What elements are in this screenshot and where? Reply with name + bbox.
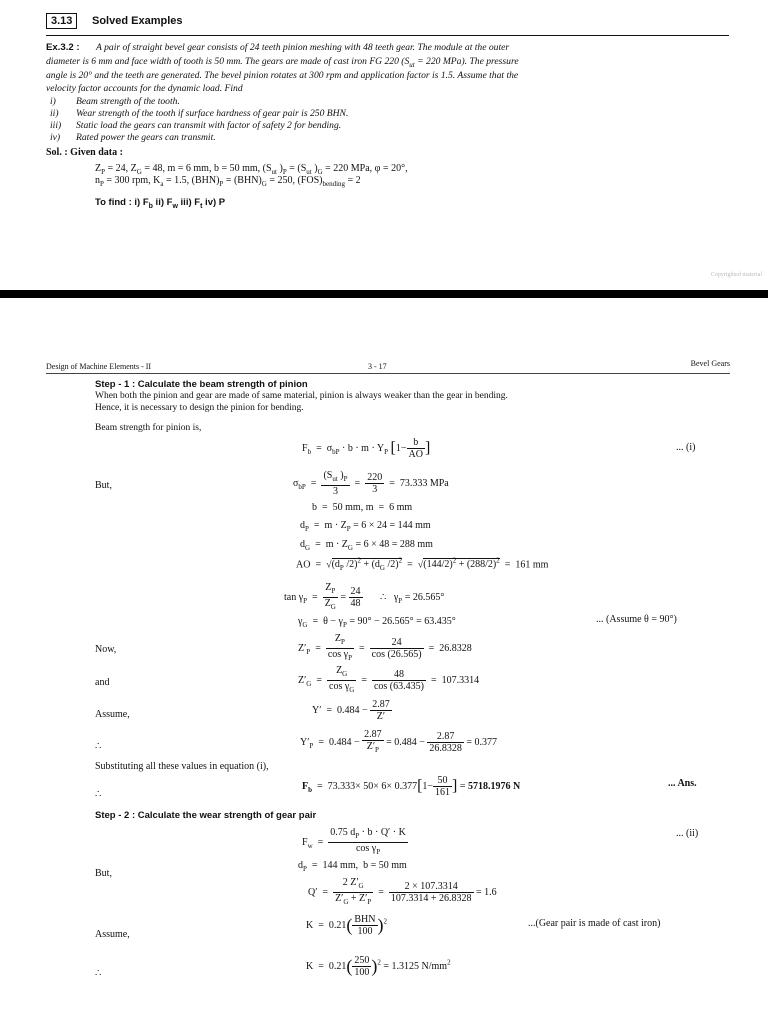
equation-dg: $d_G = m \cdot Z_G = 6 \times 48 = 288$ mm <box>300 539 433 552</box>
task-list <box>50 96 348 144</box>
step-1-paragraph: Hence, it is necessary to design the pinion for bending. <box>95 403 304 413</box>
problem-line-3: angle is 20° and the teeth are generated. The bevel pinion rotates at 300 rpm and application factor is 1.5. Assume that the <box>46 70 519 81</box>
equation-dp-b: $d_P = 144$ mm, b = 50 mm <box>298 860 407 873</box>
page-fragment-top <box>0 0 768 290</box>
equation-number: ... (ii) <box>676 828 699 839</box>
section-heading <box>46 13 729 36</box>
equation-wear-strength: $F_w$ = $\frac{0.75 d_P \cdot b \cdot Q' \cdot K}{\cos \gamma_P}$ <box>302 827 406 856</box>
page-header <box>46 361 730 374</box>
example-label: Ex.3.2 : <box>46 42 80 53</box>
header-page-number: 3 - 17 <box>368 362 387 371</box>
section-title: Solved Examples <box>92 15 183 27</box>
equation-k-formula: K = 0.21( $\frac{\text{BHN}}{100}$ )$^2$ <box>306 914 387 937</box>
equation-tan-gamma: $\tan \gamma_P$ = $\frac{Z_P}{Z_G}$ = $\frac{24}{48}$ ∴ $\gamma_P = 26.565^\circ$ <box>284 582 445 611</box>
note-cast-iron: ...(Gear pair is made of cast iron) <box>528 918 661 929</box>
to-find-line: To find : i) $F_b$ ii) $F_w$ iii) $F_t$ iv) P <box>95 197 226 210</box>
page-separator <box>0 290 768 298</box>
equation-gamma-g: $\gamma_G = \theta - \gamma_P = 90^\circ - 26.565^\circ = 63.435^\circ$ <box>298 616 456 629</box>
note-assume-theta: ... (Assume θ = 90°) <box>596 614 677 625</box>
step-1-paragraph: Beam strength for pinion is, <box>95 423 202 433</box>
section-number: 3.13 <box>46 13 77 29</box>
equation-number: ... (i) <box>676 442 696 453</box>
equation-beam-strength: $F_b = \sigma_{bP} \cdot b \cdot m \cdot Y_P$ [1− $\frac{b}{AO}$ ] <box>302 437 431 460</box>
header-chapter: Bevel Gears <box>690 359 730 368</box>
equation-lewis-y: Y′ = 0.484 − $\frac{2.87}{Z'}$ <box>312 699 390 722</box>
task-item: iii) Static load the gears can transmit with factor of safety 2 for bending. <box>50 120 342 131</box>
task-item: ii) Wear strength of the tooth if surface hardness of gear pair is 250 BHN. <box>50 108 349 119</box>
step-1-paragraph: When both the pinion and gear are made of same material, pinion is always weaker than the gear in bending. <box>95 391 508 401</box>
therefore-symbol: ∴ <box>95 789 102 800</box>
task-item: i) Beam strength of the tooth. <box>50 96 180 107</box>
label-assume: Assume, <box>95 929 130 940</box>
copyright-watermark: Copyrighted material <box>710 272 762 278</box>
step-1-title: Step - 1 : Calculate the beam strength of pinion <box>95 379 308 390</box>
problem-line-1: Ex.3.2 : A pair of straight bevel gear consists of 24 teeth pinion meshing with 48 teeth gear. The module at the outer <box>46 42 510 53</box>
equation-sigma-bp: $\sigma_{bP}$ = $\frac{(S_{ut} )_P}{3}$ = $\frac{220}{3}$ = 73.333 MPa <box>293 470 449 497</box>
equation-q-ratio: Q′ = $\frac{2 Z'_G}{Z'_G + Z'_P}$ = $\frac{2 \times 107.3314}{107.3314 + 26.8328}$ = 1.6 <box>308 877 497 906</box>
given-data-line-1: $Z_P = 24$, $Z_G = 48$, m = 6 mm, b = 50 mm, ($S_{ut}$ )$_P = (S_{ut}$ )$_G = 220$ MPa, φ = 20°, <box>95 163 408 176</box>
step-2-title: Step - 2 : Calculate the wear strength of gear pair <box>95 810 317 821</box>
solution-label: Sol. : Given data : <box>46 147 123 158</box>
equation-b-m: b = 50 mm, m = 6 mm <box>312 502 413 513</box>
label-assume: Assume, <box>95 709 130 720</box>
label-but: But, <box>95 868 112 879</box>
therefore-symbol: ∴ <box>95 741 102 752</box>
label-but: But, <box>95 480 112 491</box>
substituting-text: Substituting all these values in equation (i), <box>95 761 269 772</box>
answer-marker: ... Ans. <box>668 778 697 789</box>
equation-ao: AO = $√(d_P$ $/2)^2 + (d_G$ $/2)^2 = √(144/2)^2 + (288/2)^2 = 161$ mm <box>296 557 549 573</box>
problem-line-4: velocity factor accounts for the dynamic load. Find <box>46 83 243 94</box>
equation-zp-virtual: $Z'_P$ = $\frac{Z_P}{\cos \gamma_P}$ = $\frac{24}{\cos (26.565)}$ = 26.8328 <box>298 633 472 662</box>
given-data-line-2: $n_P = 300$ rpm, $K_a = 1.5$, $(BHN)_P = (BHN)_G = 250$, $(FOS)_{bending} = 2$ <box>95 175 361 188</box>
task-item: iv) Rated power the gears can transmit. <box>50 132 216 143</box>
label-now: Now, <box>95 644 117 655</box>
header-book-title: Design of Machine Elements - II <box>46 362 152 371</box>
equation-dp: $d_P = m \cdot Z_P = 6 \times 24 = 144$ mm <box>300 520 431 533</box>
equation-fb-result: $F_b = 73.333\times 50\times 6\times 0.377[1-$ $\frac{50}{161}$ ] = 5718.1976 N <box>302 775 521 798</box>
equation-yp: $Y'_P = 0.484$ − $\frac{2.87}{Z'_P}$ = 0.484 − $\frac{2.87}{26.8328}$ = 0.377 <box>300 729 498 754</box>
label-and: and <box>95 677 110 688</box>
equation-k-value: K = 0.21( $\frac{250}{100}$ )$^2$ = 1.3125 $N/mm^2$ <box>306 955 451 978</box>
therefore-symbol: ∴ <box>95 968 102 979</box>
equation-zg-virtual: $Z'_G$ = $\frac{Z_G}{\cos \gamma_G}$ = $\frac{48}{\cos (63.435)}$ = 107.3314 <box>298 665 480 694</box>
problem-line-2: diameter is 6 mm and face width of tooth is 50 mm. The gears are made of cast iron FG 220 ($S_{ut} = 220$ MPa). The pressure <box>46 56 519 69</box>
